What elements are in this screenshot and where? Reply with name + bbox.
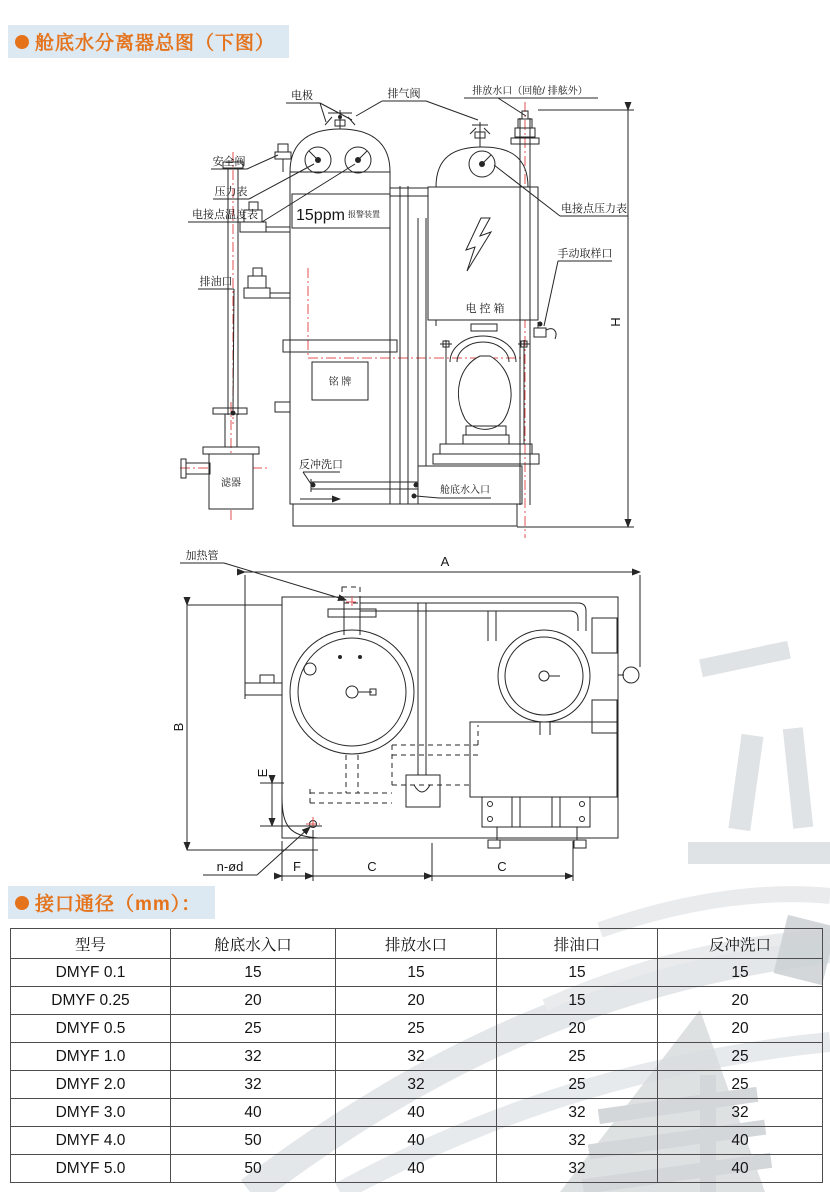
- value-cell: 20: [336, 987, 497, 1015]
- dimension-b: [187, 605, 318, 850]
- dim-h-label: H: [608, 317, 623, 327]
- electrode-label: 电极: [291, 90, 313, 102]
- value-cell: 40: [171, 1099, 336, 1127]
- interconnecting-pipes: [390, 186, 430, 504]
- model-cell: DMYF 0.1: [11, 959, 171, 987]
- value-cell: 20: [497, 1015, 658, 1043]
- model-cell: DMYF 3.0: [11, 1099, 171, 1127]
- table-row: [11, 1099, 823, 1127]
- value-cell: 32: [336, 1071, 497, 1099]
- table-row: [11, 987, 823, 1015]
- control-box-label: 电 控 箱: [465, 303, 505, 315]
- column-header: 排放水口: [336, 929, 497, 959]
- dim-e-label: E: [255, 768, 270, 778]
- dim-a-label: A: [440, 554, 450, 569]
- filter-label: 滤器: [221, 478, 241, 489]
- value-cell: 40: [336, 1155, 497, 1183]
- value-cell: 20: [658, 987, 823, 1015]
- model-cell: DMYF 0.5: [11, 1015, 171, 1043]
- dim-c2-label: C: [497, 859, 507, 874]
- pump-assembly: [418, 324, 539, 504]
- manual-sampling-label: 手动取样口: [557, 248, 613, 260]
- table-row: [11, 1043, 823, 1071]
- contact-temp-gauge-label: 电接点温度表: [192, 209, 258, 221]
- discharge-port-label: 排放水口（回舱/ 排舷外）: [472, 86, 588, 97]
- value-cell: 25: [171, 1015, 336, 1043]
- main-tank-top: [245, 587, 414, 754]
- table-row: [11, 1015, 823, 1043]
- value-cell: 15: [497, 987, 658, 1015]
- value-cell: 40: [336, 1127, 497, 1155]
- column-header: 型号: [11, 929, 171, 959]
- model-cell: DMYF 4.0: [11, 1127, 171, 1155]
- control-box-vessel: [428, 122, 538, 326]
- backwash-pipe: [300, 479, 419, 499]
- value-cell: 15: [497, 959, 658, 987]
- pressure-gauge-label: 压力表: [214, 186, 248, 198]
- pump-mount-top: [470, 722, 617, 848]
- bullet-icon: [15, 896, 29, 910]
- nameplate-label: 铭 牌: [328, 377, 352, 388]
- value-cell: 25: [497, 1043, 658, 1071]
- value-cell: 20: [171, 987, 336, 1015]
- bolt-holes-label: n-ød: [216, 859, 244, 874]
- safety-valve-label: 安全阀: [212, 156, 246, 168]
- dim-b-label: B: [171, 722, 186, 732]
- value-cell: 25: [658, 1043, 823, 1071]
- value-cell: 32: [171, 1071, 336, 1099]
- model-cell: DMYF 0.25: [11, 987, 171, 1015]
- column-header: 排油口: [497, 929, 658, 959]
- value-cell: 20: [658, 1015, 823, 1043]
- exhaust-valve-label: 排气阀: [387, 88, 421, 100]
- value-cell: 40: [658, 1155, 823, 1183]
- table-row: [11, 959, 823, 987]
- value-cell: 15: [658, 959, 823, 987]
- column-header: 舱底水入口: [171, 929, 336, 959]
- connection-table-wrap: [10, 928, 822, 1183]
- value-cell: 15: [171, 959, 336, 987]
- bullet-icon: [15, 35, 29, 49]
- ppm-label: 15ppm: [296, 207, 345, 224]
- model-cell: DMYF 1.0: [11, 1043, 171, 1071]
- section2-title-text: 接口通径（mm）：: [35, 894, 202, 915]
- value-cell: 40: [336, 1099, 497, 1127]
- top-view-pipes: [360, 603, 639, 807]
- value-cell: 32: [497, 1099, 658, 1127]
- contact-pressure-gauge-label: 电接点压力表: [561, 203, 627, 215]
- secondary-tank-top: [498, 630, 590, 722]
- section-title-overview: [8, 25, 289, 58]
- value-cell: 32: [658, 1099, 823, 1127]
- table-row: [11, 1071, 823, 1099]
- model-cell: DMYF 5.0: [11, 1155, 171, 1183]
- table-header-row: [11, 929, 823, 959]
- main-tank: [275, 110, 397, 504]
- ppm-device-label: 报警装置: [348, 210, 380, 219]
- bilge-inlet-label: 舱底水入口: [440, 485, 490, 496]
- column-header: 反冲洗口: [658, 929, 823, 959]
- heating-tube-leader: [180, 563, 346, 600]
- value-cell: 32: [171, 1043, 336, 1071]
- filter-unit: [181, 408, 259, 509]
- dim-c1-label: C: [367, 859, 377, 874]
- value-cell: 50: [171, 1127, 336, 1155]
- connection-diameter-table: [10, 928, 823, 1183]
- backwash-port-label: 反冲洗口: [299, 459, 343, 471]
- value-cell: 25: [497, 1071, 658, 1099]
- separator-front-view-diagram: [178, 72, 648, 542]
- dim-f-label: F: [293, 859, 301, 874]
- table-row: [11, 1127, 823, 1155]
- value-cell: 15: [336, 959, 497, 987]
- value-cell: 32: [497, 1127, 658, 1155]
- value-cell: 50: [171, 1155, 336, 1183]
- value-cell: 32: [497, 1155, 658, 1183]
- value-cell: 32: [336, 1043, 497, 1071]
- table-row: [11, 1155, 823, 1183]
- value-cell: 25: [658, 1071, 823, 1099]
- value-cell: 25: [336, 1015, 497, 1043]
- section-title-connections: [8, 886, 215, 919]
- value-cell: 40: [658, 1127, 823, 1155]
- model-cell: DMYF 2.0: [11, 1071, 171, 1099]
- oil-drain-label: 排油口: [199, 276, 233, 288]
- section1-title-text: 舱底水分离器总图（下图）: [35, 33, 276, 54]
- separator-top-view-diagram: [160, 545, 665, 890]
- table-body: [11, 959, 823, 1183]
- heating-tube-label: 加热管: [185, 550, 219, 562]
- base-frame: [293, 504, 517, 526]
